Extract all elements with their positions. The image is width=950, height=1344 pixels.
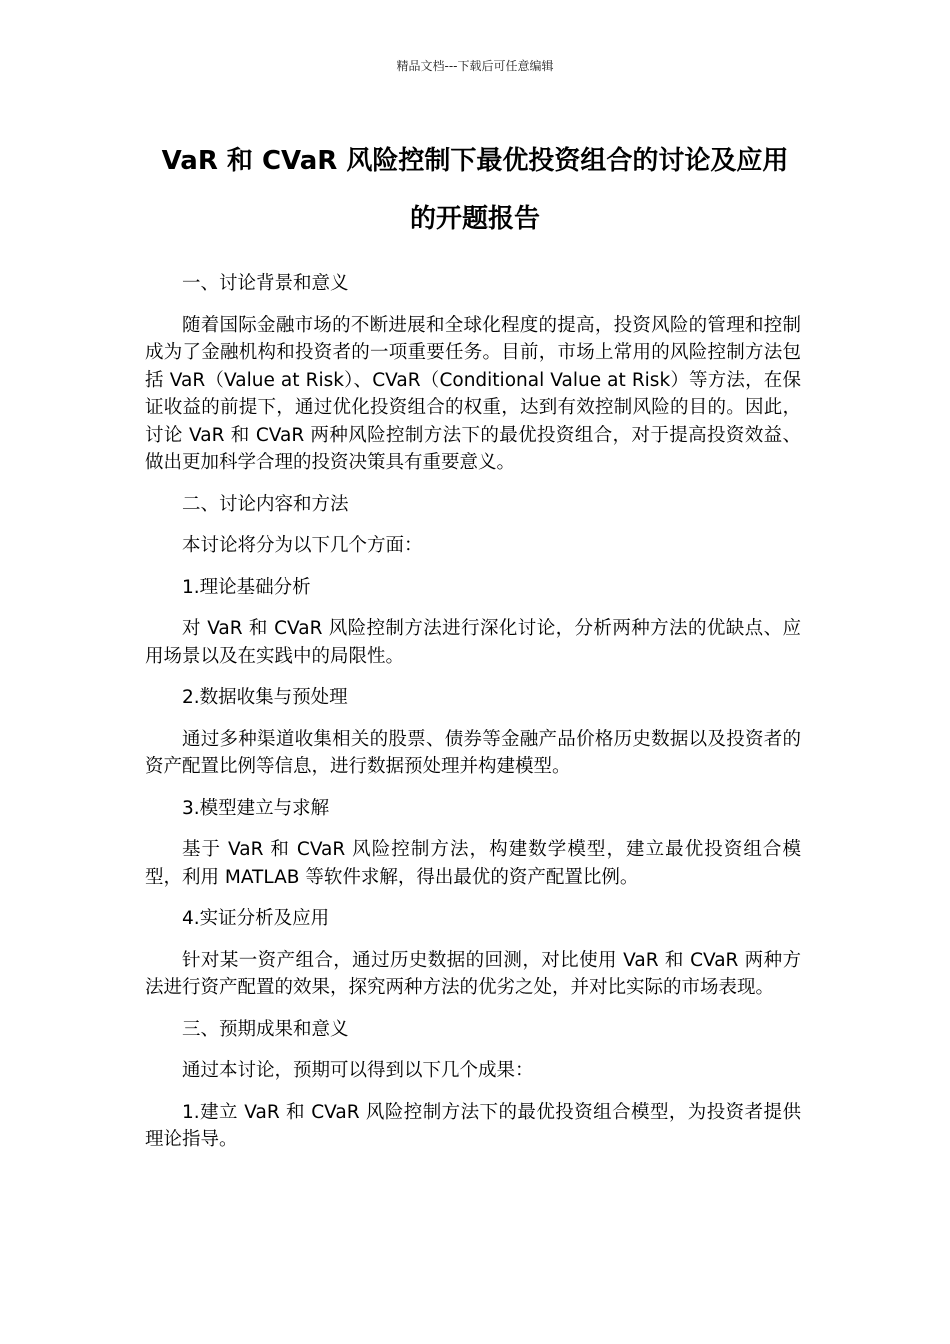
section-heading-content-method: 二、讨论内容和方法 (182, 493, 349, 515)
subheading-model: 3.模型建立与求解 (182, 797, 330, 819)
paragraph-empirical: 针对某一资产组合，通过历史数据的回测，对比使用 VaR 和 CVaR 两种方法进行资产配置的效果，探究两种方法的优劣之处，并对比实际的市场表现。 (145, 949, 801, 998)
section-heading-background: 一、讨论背景和意义 (182, 273, 349, 294)
paragraph-result-1: 1.建立 VaR 和 CVaR 风险控制方法下的最优投资组合模型，为投资者提供理论指导。 (145, 1101, 801, 1150)
section-heading-results: 三、预期成果和意义 (182, 1018, 349, 1040)
paragraph-theory: 对 VaR 和 CVaR 风险控制方法进行深化讨论，分析两种方法的优缺点、应用场景以及在实践中的局限性。 (145, 618, 801, 667)
paragraph-model: 基于 VaR 和 CVaR 风险控制方法，构建数学模型，建立最优投资组合模型，利用 MATLAB 等软件求解，得出最优的资产配置比例。 (145, 839, 801, 888)
paragraph-data: 通过多种渠道收集相关的股票、债券等金融产品价格历史数据以及投资者的资产配置比例等信息，进行数据预处理并构建模型。 (145, 728, 801, 777)
document-title: VaR 和 CVaR 风险控制下最优投资组合的讨论及应用的开题报告 (161, 146, 789, 234)
document-body (145, 270, 801, 1168)
paragraph-background: 随着国际金融市场的不断进展和全球化程度的提高，投资风险的管理和控制成为了金融机构和投资者的一项重要任务。目前，市场上常用的风险控制方法包括 VaR（Value at Risk）、CVaR（Conditional Value at Risk）等方法，在保证收益的前提下，通过优化投资组合的权重，达到有效控制风险的目的。因此，讨论 VaR 和 CVaR 两种风险控制方法下的最优投资组合，对于提高投资效益、做出更加科学合理的投资决策具有重要意义。 (145, 314, 801, 473)
subheading-empirical: 4.实证分析及应用 (182, 908, 330, 929)
paragraph-results-intro: 通过本讨论，预期可以得到以下几个成果： (182, 1060, 534, 1081)
subheading-theory: 1.理论基础分析 (182, 576, 311, 598)
paragraph-intro: 本讨论将分为以下几个方面： (182, 535, 423, 556)
header-note: 精品文档---下载后可任意编辑 (396, 59, 554, 73)
subheading-data: 2.数据收集与预处理 (182, 687, 348, 708)
